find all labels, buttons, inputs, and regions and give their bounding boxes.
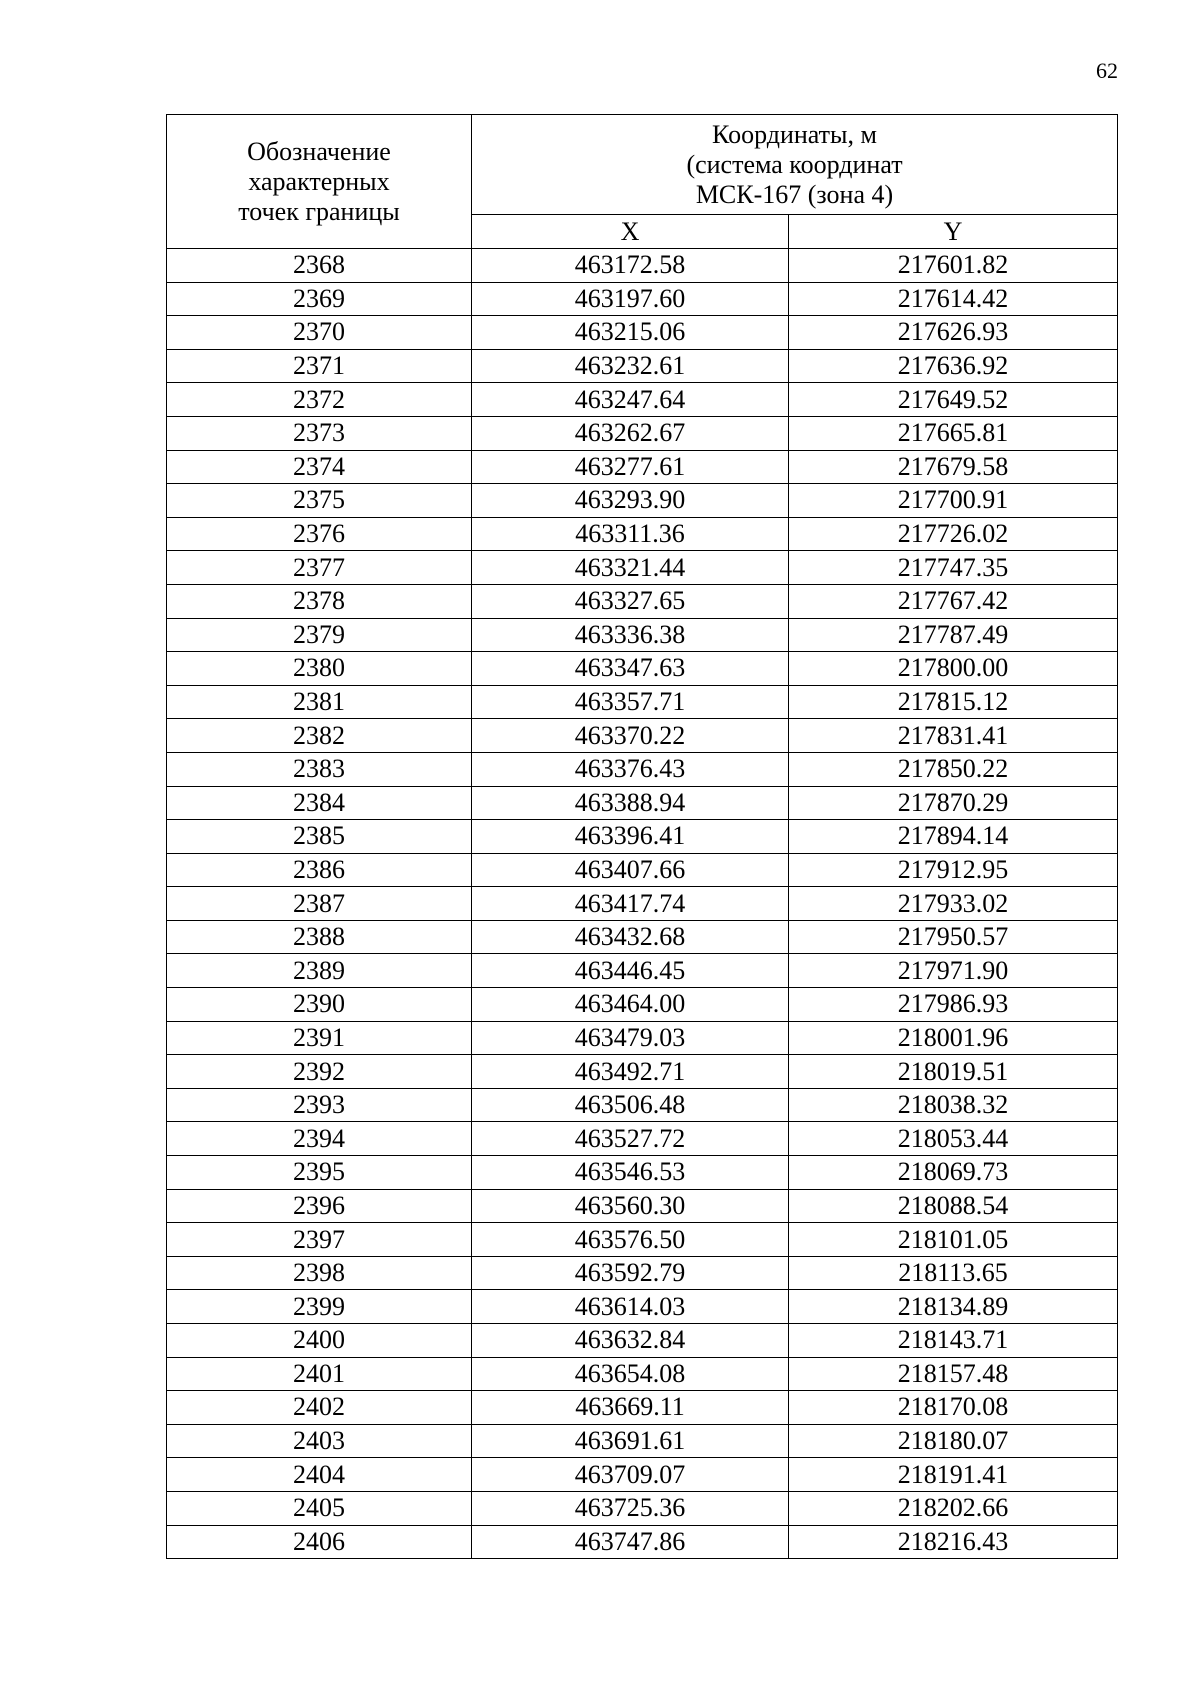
table-row — [167, 887, 1118, 921]
table-row — [167, 988, 1118, 1022]
cell-point: 2388 — [167, 920, 472, 954]
cell-point: 2390 — [167, 988, 472, 1022]
cell-y: 217747.35 — [789, 551, 1118, 585]
cell-point: 2369 — [167, 282, 472, 316]
header-point-designation — [167, 115, 472, 249]
header-point-line: характерных — [248, 166, 390, 196]
table-row — [167, 820, 1118, 854]
cell-point: 2370 — [167, 316, 472, 350]
cell-x: 463546.53 — [472, 1156, 789, 1190]
cell-point: 2380 — [167, 652, 472, 686]
table-row — [167, 517, 1118, 551]
cell-y: 217726.02 — [789, 517, 1118, 551]
cell-y: 217787.49 — [789, 618, 1118, 652]
cell-point: 2376 — [167, 517, 472, 551]
cell-y: 217614.42 — [789, 282, 1118, 316]
cell-x: 463691.61 — [472, 1424, 789, 1458]
table-row — [167, 383, 1118, 417]
cell-x: 463232.61 — [472, 349, 789, 383]
cell-point: 2405 — [167, 1491, 472, 1525]
cell-x: 463576.50 — [472, 1223, 789, 1257]
cell-y: 217626.93 — [789, 316, 1118, 350]
cell-x: 463417.74 — [472, 887, 789, 921]
cell-x: 463725.36 — [472, 1491, 789, 1525]
cell-y: 217815.12 — [789, 685, 1118, 719]
cell-y: 217636.92 — [789, 349, 1118, 383]
table-row — [167, 282, 1118, 316]
cell-x: 463247.64 — [472, 383, 789, 417]
cell-y: 218019.51 — [789, 1055, 1118, 1089]
cell-point: 2373 — [167, 416, 472, 450]
cell-x: 463357.71 — [472, 685, 789, 719]
table-header — [167, 115, 1118, 249]
header-point-line: точек границы — [238, 196, 400, 226]
cell-point: 2403 — [167, 1424, 472, 1458]
cell-point: 2399 — [167, 1290, 472, 1324]
table-row — [167, 752, 1118, 786]
cell-x: 463376.43 — [472, 752, 789, 786]
table-row — [167, 1055, 1118, 1089]
cell-x: 463709.07 — [472, 1458, 789, 1492]
cell-point: 2382 — [167, 719, 472, 753]
cell-x: 463347.63 — [472, 652, 789, 686]
cell-x: 463669.11 — [472, 1391, 789, 1425]
cell-x: 463388.94 — [472, 786, 789, 820]
cell-point: 2402 — [167, 1391, 472, 1425]
cell-point: 2406 — [167, 1525, 472, 1559]
cell-point: 2391 — [167, 1021, 472, 1055]
table-row — [167, 853, 1118, 887]
cell-point: 2392 — [167, 1055, 472, 1089]
cell-y: 218134.89 — [789, 1290, 1118, 1324]
cell-y: 218001.96 — [789, 1021, 1118, 1055]
cell-y: 217679.58 — [789, 450, 1118, 484]
cell-x: 463407.66 — [472, 853, 789, 887]
cell-x: 463592.79 — [472, 1256, 789, 1290]
header-y: Y — [789, 215, 1118, 249]
cell-x: 463262.67 — [472, 416, 789, 450]
cell-point: 2393 — [167, 1088, 472, 1122]
cell-point: 2374 — [167, 450, 472, 484]
cell-x: 463336.38 — [472, 618, 789, 652]
cell-x: 463370.22 — [472, 719, 789, 753]
cell-y: 218038.32 — [789, 1088, 1118, 1122]
table-row — [167, 920, 1118, 954]
cell-y: 217767.42 — [789, 584, 1118, 618]
cell-point: 2394 — [167, 1122, 472, 1156]
cell-x: 463293.90 — [472, 484, 789, 518]
header-x: X — [472, 215, 789, 249]
cell-y: 218053.44 — [789, 1122, 1118, 1156]
cell-x: 463747.86 — [472, 1525, 789, 1559]
header-row-main — [167, 115, 1118, 215]
cell-x: 463632.84 — [472, 1324, 789, 1358]
cell-y: 217800.00 — [789, 652, 1118, 686]
table-row — [167, 1290, 1118, 1324]
table-row — [167, 1424, 1118, 1458]
table-row — [167, 1122, 1118, 1156]
table-row — [167, 416, 1118, 450]
table-body — [167, 249, 1118, 1559]
cell-x: 463396.41 — [472, 820, 789, 854]
cell-point: 2387 — [167, 887, 472, 921]
cell-y: 217950.57 — [789, 920, 1118, 954]
cell-x: 463172.58 — [472, 249, 789, 283]
table-row — [167, 450, 1118, 484]
cell-y: 218202.66 — [789, 1491, 1118, 1525]
table-row — [167, 618, 1118, 652]
table-row — [167, 1324, 1118, 1358]
table-row — [167, 584, 1118, 618]
cell-point: 2383 — [167, 752, 472, 786]
cell-y: 218088.54 — [789, 1189, 1118, 1223]
table-row — [167, 1021, 1118, 1055]
table-row — [167, 551, 1118, 585]
cell-point: 2384 — [167, 786, 472, 820]
cell-y: 217912.95 — [789, 853, 1118, 887]
cell-point: 2378 — [167, 584, 472, 618]
cell-x: 463277.61 — [472, 450, 789, 484]
cell-y: 217850.22 — [789, 752, 1118, 786]
cell-x: 463432.68 — [472, 920, 789, 954]
header-coordinates — [472, 115, 1118, 215]
header-coordinates-line: Координаты, м — [712, 119, 877, 149]
cell-y: 218216.43 — [789, 1525, 1118, 1559]
cell-point: 2389 — [167, 954, 472, 988]
table-row — [167, 1525, 1118, 1559]
cell-x: 463492.71 — [472, 1055, 789, 1089]
table-row — [167, 349, 1118, 383]
page-number: 62 — [1096, 58, 1118, 83]
table-row — [167, 1189, 1118, 1223]
cell-y: 218170.08 — [789, 1391, 1118, 1425]
table-row — [167, 1156, 1118, 1190]
table-row — [167, 685, 1118, 719]
table-row — [167, 786, 1118, 820]
cell-point: 2385 — [167, 820, 472, 854]
table-row — [167, 249, 1118, 283]
cell-point: 2375 — [167, 484, 472, 518]
table-row — [167, 1223, 1118, 1257]
cell-x: 463506.48 — [472, 1088, 789, 1122]
table-row — [167, 1391, 1118, 1425]
cell-x: 463215.06 — [472, 316, 789, 350]
table-row — [167, 1256, 1118, 1290]
cell-y: 217665.81 — [789, 416, 1118, 450]
cell-y: 217933.02 — [789, 887, 1118, 921]
cell-y: 217601.82 — [789, 249, 1118, 283]
cell-point: 2371 — [167, 349, 472, 383]
cell-y: 218069.73 — [789, 1156, 1118, 1190]
cell-y: 218157.48 — [789, 1357, 1118, 1391]
table-row — [167, 652, 1118, 686]
cell-y: 218180.07 — [789, 1424, 1118, 1458]
table-row — [167, 484, 1118, 518]
cell-y: 217700.91 — [789, 484, 1118, 518]
cell-x: 463560.30 — [472, 1189, 789, 1223]
header-coordinates-line: МСК-167 (зона 4) — [695, 179, 894, 209]
cell-y: 217649.52 — [789, 383, 1118, 417]
table-row — [167, 1357, 1118, 1391]
cell-x: 463327.65 — [472, 584, 789, 618]
cell-y: 218101.05 — [789, 1223, 1118, 1257]
cell-point: 2379 — [167, 618, 472, 652]
cell-y: 218191.41 — [789, 1458, 1118, 1492]
table-row — [167, 1491, 1118, 1525]
cell-x: 463479.03 — [472, 1021, 789, 1055]
cell-x: 463654.08 — [472, 1357, 789, 1391]
coordinates-table — [166, 114, 1118, 1559]
table-row — [167, 1088, 1118, 1122]
cell-point: 2395 — [167, 1156, 472, 1190]
cell-x: 463527.72 — [472, 1122, 789, 1156]
cell-x: 463464.00 — [472, 988, 789, 1022]
cell-y: 218113.65 — [789, 1256, 1118, 1290]
cell-x: 463446.45 — [472, 954, 789, 988]
cell-point: 2401 — [167, 1357, 472, 1391]
header-coordinates-line: (система координат — [686, 149, 903, 179]
cell-point: 2386 — [167, 853, 472, 887]
cell-y: 218143.71 — [789, 1324, 1118, 1358]
cell-point: 2396 — [167, 1189, 472, 1223]
cell-point: 2372 — [167, 383, 472, 417]
cell-point: 2400 — [167, 1324, 472, 1358]
cell-point: 2398 — [167, 1256, 472, 1290]
cell-y: 217831.41 — [789, 719, 1118, 753]
cell-point: 2404 — [167, 1458, 472, 1492]
cell-x: 463614.03 — [472, 1290, 789, 1324]
cell-y: 217870.29 — [789, 786, 1118, 820]
header-point-line: Обозначение — [247, 136, 391, 166]
table-row — [167, 719, 1118, 753]
cell-y: 217971.90 — [789, 954, 1118, 988]
cell-y: 217894.14 — [789, 820, 1118, 854]
cell-point: 2397 — [167, 1223, 472, 1257]
table-row — [167, 1458, 1118, 1492]
cell-x: 463321.44 — [472, 551, 789, 585]
cell-y: 217986.93 — [789, 988, 1118, 1022]
cell-point: 2377 — [167, 551, 472, 585]
cell-x: 463311.36 — [472, 517, 789, 551]
cell-x: 463197.60 — [472, 282, 789, 316]
cell-point: 2368 — [167, 249, 472, 283]
cell-point: 2381 — [167, 685, 472, 719]
table-row — [167, 316, 1118, 350]
table-row — [167, 954, 1118, 988]
